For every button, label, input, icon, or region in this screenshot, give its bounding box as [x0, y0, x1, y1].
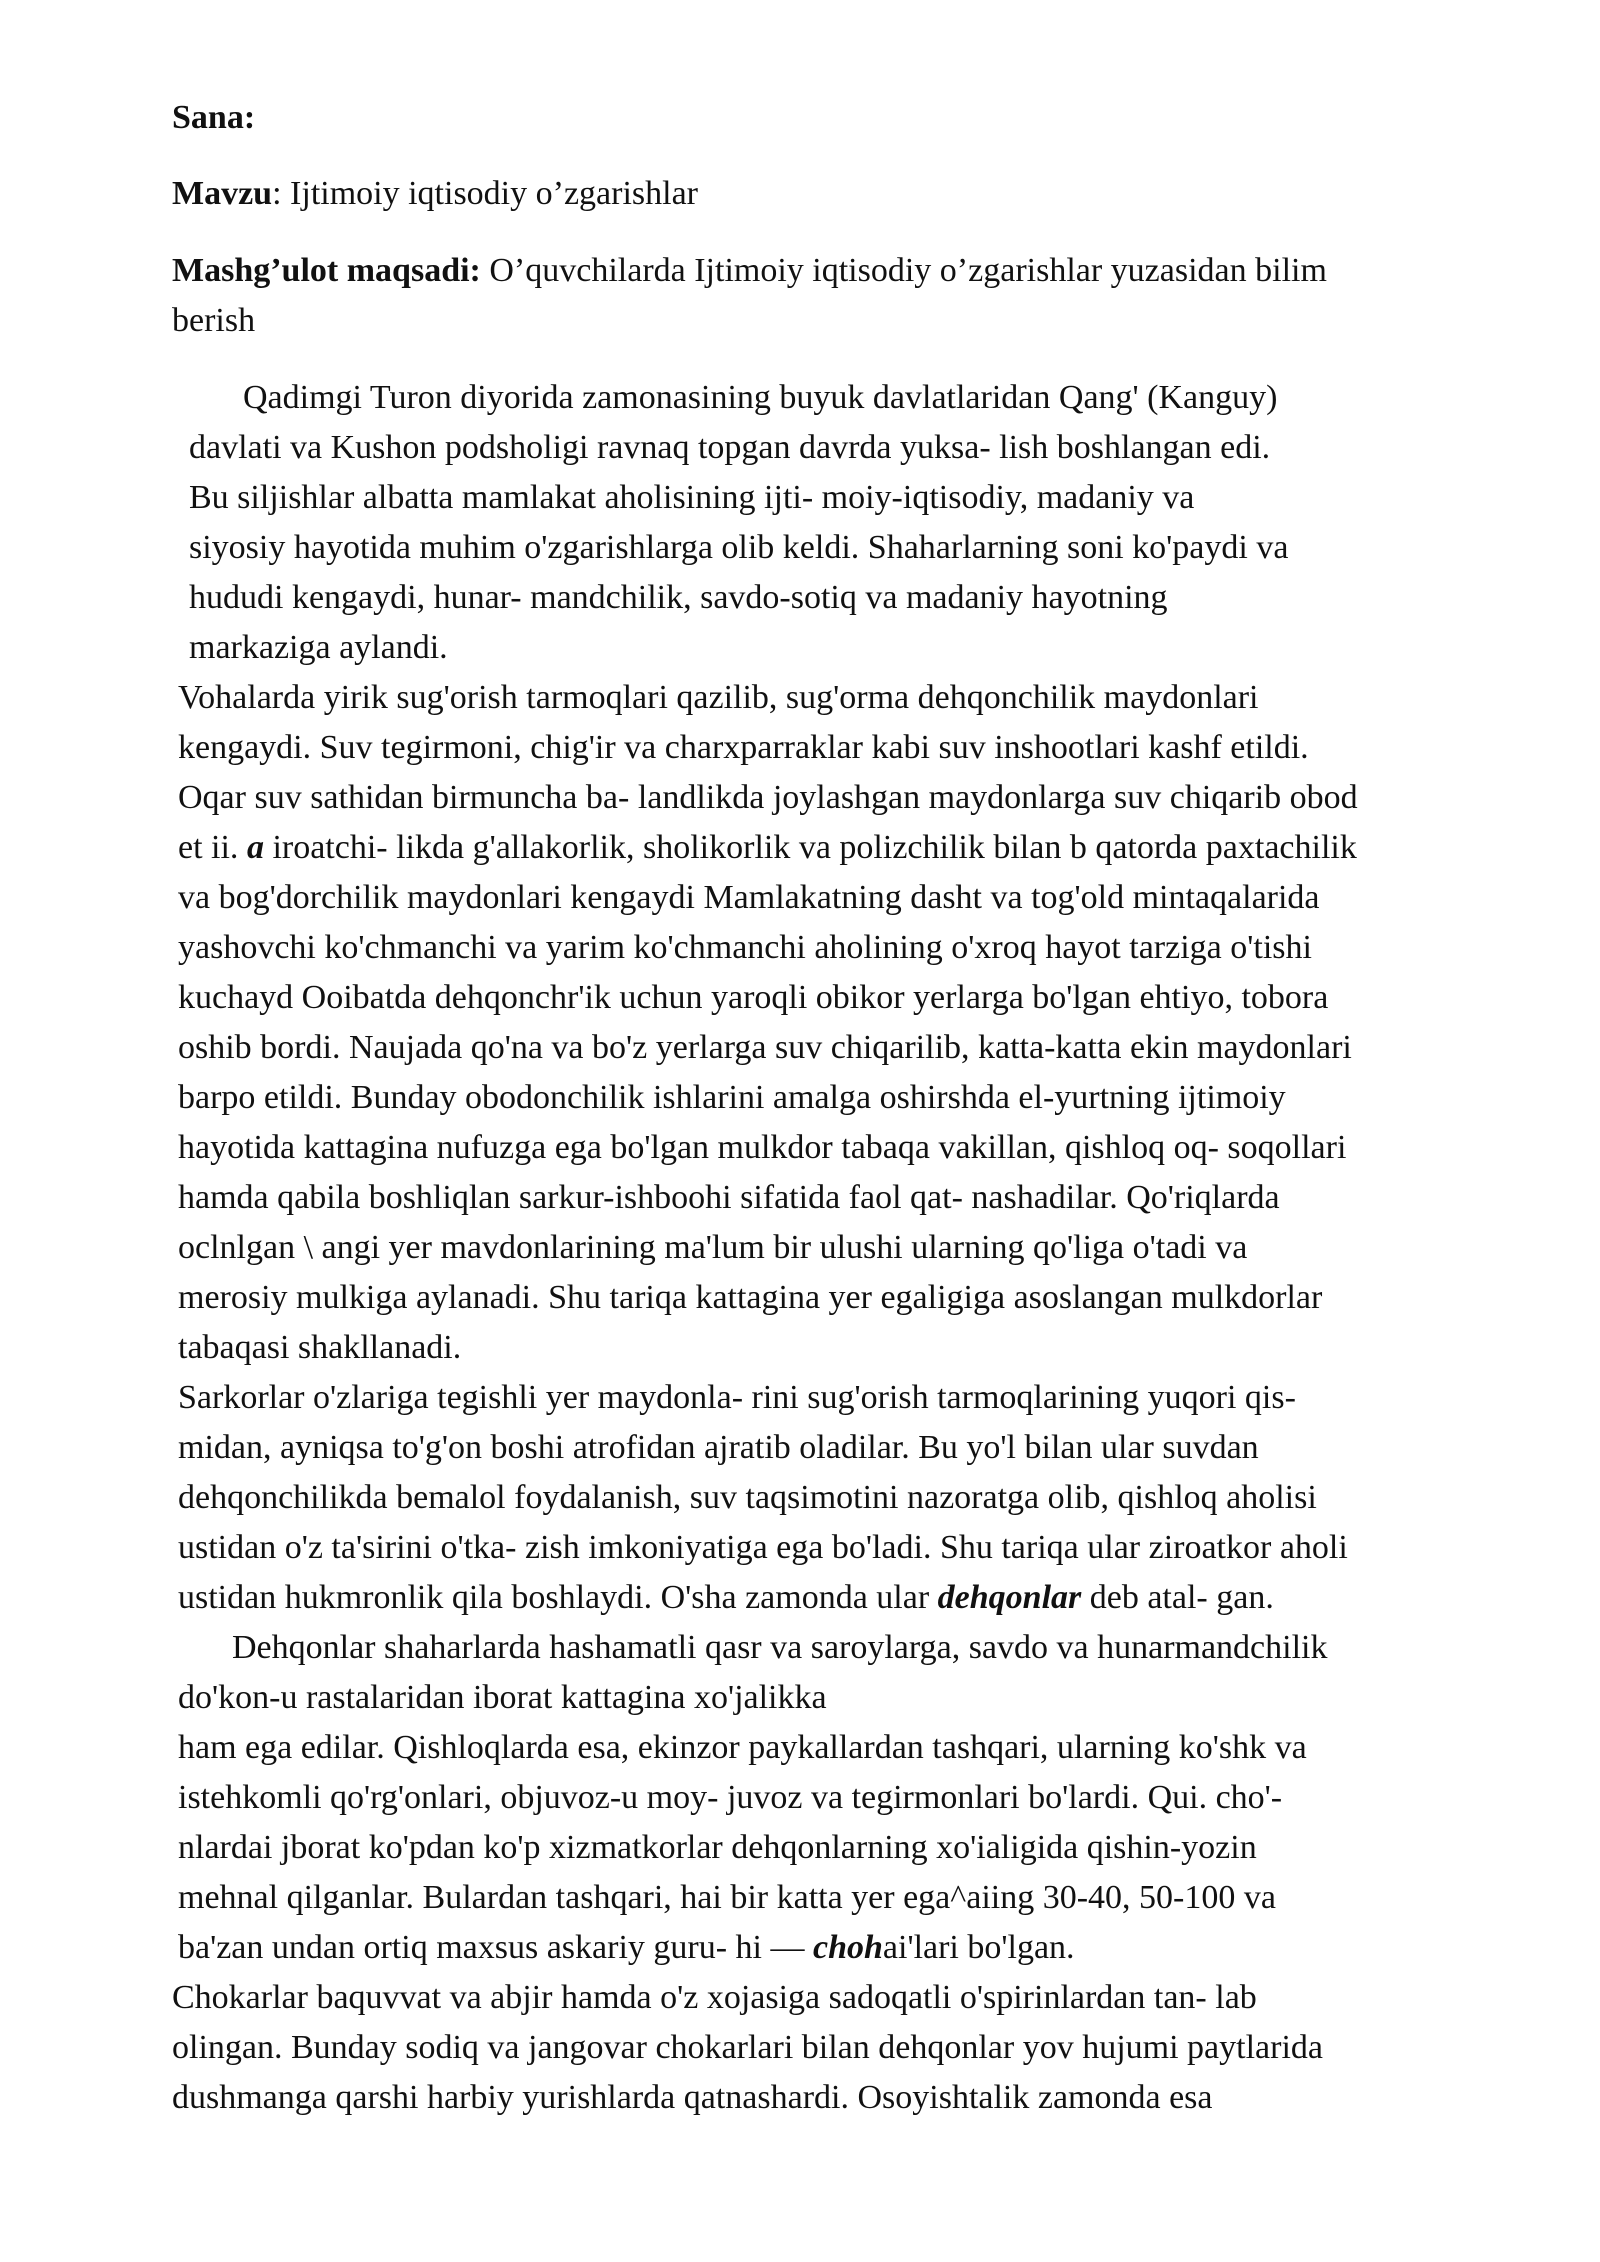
paragraph-line: hamda qabila boshliqlan sarkur-ishboohi sifatida faol qat- nashadilar. Qo'riqlarda: [178, 1179, 1280, 1216]
paragraph-line: do'kon-u rastalaridan iborat kattagina xo'jalikka: [178, 1679, 827, 1716]
topic-label: Mavzu: [172, 175, 273, 212]
paragraph-line: dehqonchilikda bemalol foydalanish, suv taqsimotini nazoratga olib, qishloq aholisi: [178, 1479, 1317, 1516]
date-line: [172, 93, 255, 143]
emphasis-text: a: [246, 829, 264, 866]
paragraph-line: nlardai jborat ko'pdan ko'p xizmatkorlar dehqonlarning xo'ialigida qishin-yozin: [178, 1829, 1257, 1866]
paragraph-4: [178, 1623, 1328, 1723]
paragraph-1: [189, 373, 1288, 673]
paragraph-line: oclnlgan \ angi yer mavdonlarining ma'lum bir ulushi ularning qo'liga o'tadi va: [178, 1229, 1248, 1266]
topic-line: [172, 169, 698, 219]
paragraph-line: tabaqasi shakllanadi.: [178, 1329, 462, 1366]
paragraph-line: Oqar suv sathidan birmuncha ba- landlikda joylashgan maydonlarga suv chiqarib obod: [178, 779, 1358, 816]
paragraph-line: siyosiy hayotida muhim o'zgarishlarga olib keldi. Shaharlarning soni ko'paydi va: [189, 529, 1289, 566]
text-run: iroatchi- likda g'allakorlik, sholikorlik va polizchilik bilan b qatorda paxtachilik: [263, 829, 1357, 866]
paragraph-line: barpo etildi. Bunday obodonchilik ishlarini amalga oshirshda el-yurtning ijtimoiy: [178, 1079, 1286, 1116]
topic-text: Ijtimoiy iqtisodiy o’zgarishlar: [281, 175, 698, 212]
goal-text-cont: berish: [172, 302, 256, 339]
paragraph-3: [178, 1373, 1348, 1623]
goal-label: Mashg’ulot maqsadi:: [172, 252, 481, 289]
paragraph-line: hududi kengaydi, hunar- mandchilik, savdo-sotiq va madaniy hayotning: [189, 579, 1168, 616]
paragraph-line: yashovchi ko'chmanchi va yarim ko'chmanchi aholining o'xroq hayot tarziga o'tishi: [178, 929, 1312, 966]
paragraph-5: [178, 1723, 1307, 1973]
text-run: ba'zan undan ortiq maxsus askariy guru- hi —: [178, 1929, 813, 1966]
paragraph-line: ustidan o'z ta'sirini o'tka- zish imkoniyatiga ega bo'ladi. Shu tariqa ular ziroatkor aholi: [178, 1529, 1348, 1566]
paragraph-line: Sarkorlar o'zlariga tegishli yer maydonla- rini sug'orish tarmoqlarining yuqori qis-: [178, 1379, 1296, 1416]
paragraph-line: va bog'dorchilik maydonlari kengaydi Mamlakatning dasht va tog'old mintaqalarida: [178, 879, 1320, 916]
paragraph-line: hayotida kattagina nufuzga ega bo'lgan mulkdor tabaqa vakillan, qishloq oq- soqollari: [178, 1129, 1347, 1166]
paragraph-line: oshib bordi. Naujada qo'na va bo'z yerlarga suv chiqarilib, katta-katta ekin maydonlari: [178, 1029, 1352, 1066]
paragraph-line: dushmanga qarshi harbiy yurishlarda qatnashardi. Osoyishtalik zamonda esa: [172, 2079, 1213, 2116]
paragraph-line: Vohalarda yirik sug'orish tarmoqlari qazilib, sug'orma dehqonchilik maydonlari: [178, 679, 1259, 716]
paragraph-6: [172, 1973, 1323, 2123]
text-run: et ii.: [178, 829, 247, 866]
paragraph-line: ham ega edilar. Qishloqlarda esa, ekinzor paykallardan tashqari, ularning ko'shk va: [178, 1729, 1307, 1766]
paragraph-line: merosiy mulkiga aylanadi. Shu tariqa kattagina yer egaligiga asoslangan mulkdorlar: [178, 1279, 1323, 1316]
paragraph-line: Qadimgi Turon diyorida zamonasining buyuk davlatlaridan Qang' (Kanguy): [243, 379, 1278, 416]
text-run: ai'lari bo'lgan.: [882, 1929, 1075, 1966]
topic-separator: :: [272, 175, 282, 212]
date-label: Sana:: [172, 99, 256, 136]
paragraph-line: Bu siljishlar albatta mamlakat aholisining ijti- moiy-iqtisodiy, madaniy va: [189, 479, 1195, 516]
paragraph-line: olingan. Bunday sodiq va jangovar chokarlari bilan dehqonlar yov hujumi paytlarida: [172, 2029, 1323, 2066]
paragraph-line: midan, ayniqsa to'g'on boshi atrofidan ajratib oladilar. Bu yo'l bilan ular suvdan: [178, 1429, 1259, 1466]
paragraph-line: mehnal qilganlar. Bulardan tashqari, hai bir katta yer ega^aiing 30-40, 50-100 va: [178, 1879, 1276, 1916]
paragraph-line: [178, 823, 1358, 873]
paragraph-line: Chokarlar baquvvat va abjir hamda o'z xojasiga sadoqatli o'spirinlardan tan- lab: [172, 1979, 1257, 2016]
paragraph-line: istehkomli qo'rg'onlari, objuvoz-u moy- juvoz va tegirmonlari bo'lardi. Qui. cho'-: [178, 1779, 1283, 1816]
goal-line: [172, 246, 1327, 346]
paragraph-line: [178, 1573, 1348, 1623]
paragraph-line: davlati va Kushon podsholigi ravnaq topgan davrda yuksa- lish boshlangan edi.: [189, 429, 1271, 466]
paragraph-line: markaziga aylandi.: [189, 629, 448, 666]
paragraph-line: Dehqonlar shaharlarda hashamatli qasr va saroylarga, savdo va hunarmandchilik: [232, 1629, 1328, 1666]
paragraph-line: [178, 1923, 1307, 1973]
goal-text: O’quvchilarda Ijtimoiy iqtisodiy o’zgarishlar yuzasidan bilim: [480, 252, 1327, 289]
emphasis-text: dehqonlar: [937, 1579, 1082, 1616]
text-run: ustidan hukmronlik qila boshlaydi. O'sha zamonda ular: [178, 1579, 938, 1616]
paragraph-2: [178, 673, 1358, 1373]
text-run: deb atal- gan.: [1081, 1579, 1274, 1616]
paragraph-line: kengaydi. Suv tegirmoni, chig'ir va charxparraklar kabi suv inshootlari kashf etildi.: [178, 729, 1309, 766]
paragraph-line: kuchayd Ooibatda dehqonchr'ik uchun yaroqli obikor yerlarga bo'lgan ehtiyo, tobora: [178, 979, 1329, 1016]
emphasis-text: choh: [812, 1929, 883, 1966]
